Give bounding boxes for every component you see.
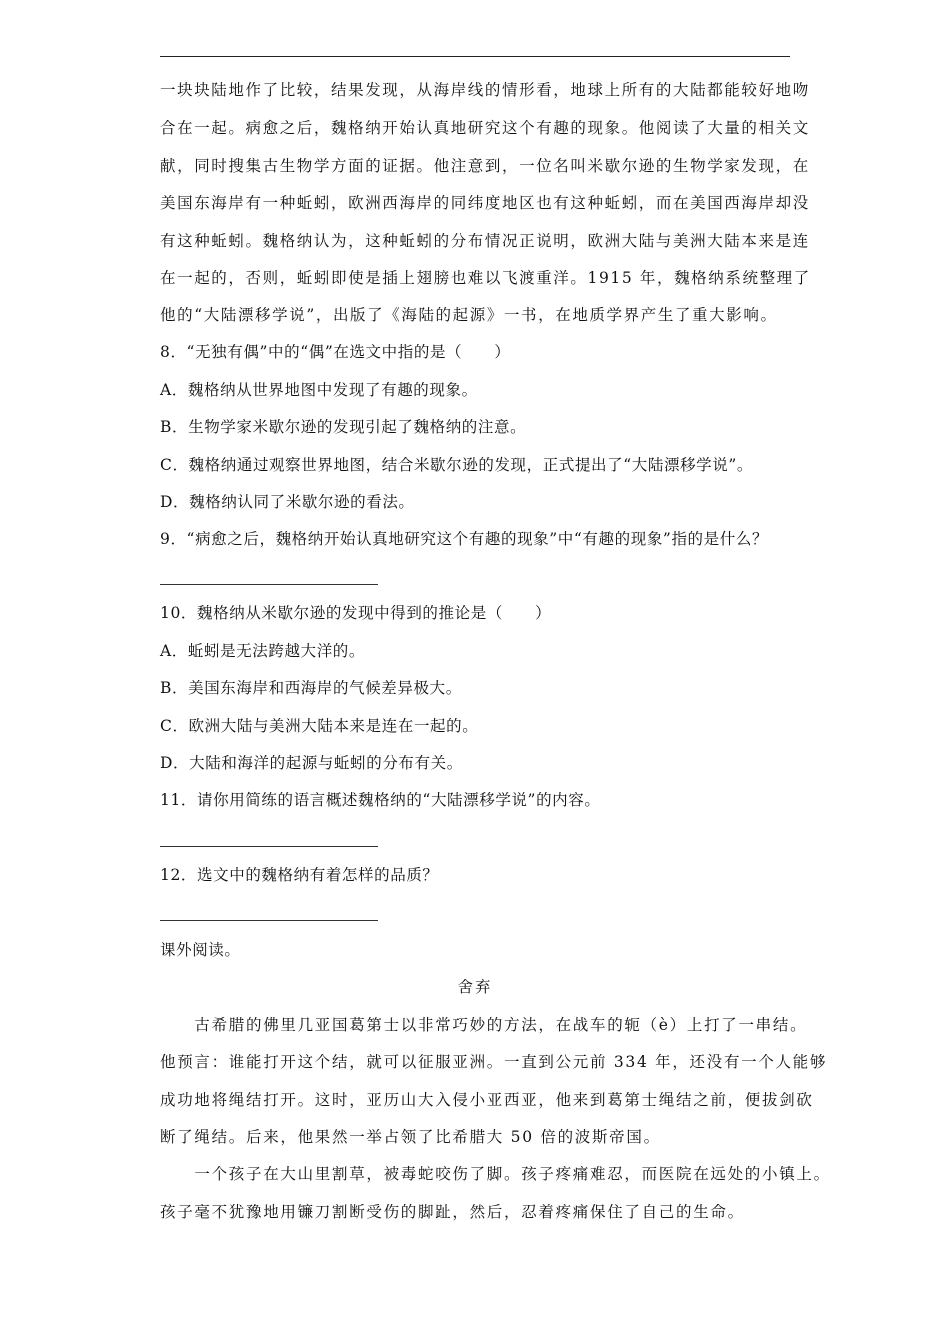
- extra-reading-line: 成功地将绳结打开。这时，亚历山大入侵小亚西亚，他来到葛第士绳结之前，便拔剑砍: [160, 1091, 814, 1109]
- extra-reading-line: 一个孩子在大山里割草，被毒蛇咬伤了脚。孩子疼痛难忍，而医院在远处的小镇上。: [160, 1165, 831, 1183]
- question-12-stem: 12．选文中的魏格纳有着怎样的品质？: [160, 866, 439, 884]
- passage-line: 在一起的，否则，蚯蚓即使是插上翅膀也难以飞渡重洋。1915 年，魏格纳系统整理了: [160, 269, 811, 287]
- question-10-option-c[interactable]: C．欧洲大陆与美洲大陆本来是连在一起的。: [160, 717, 479, 735]
- extra-reading-title: 舍弃: [457, 978, 493, 996]
- extra-reading-line: 古希腊的佛里几亚国葛第士以非常巧妙的方法，在战车的轭（è）上打了一串结。: [160, 1016, 808, 1034]
- passage-line: 一块块陆地作了比较，结果发现，从海岸线的情形看，地球上所有的大陆都能较好地吻: [160, 81, 810, 99]
- question-8-option-c[interactable]: C．魏格纳通过观察世界地图，结合米歇尔逊的发现，正式提出了“大陆漂移学说”。: [160, 456, 754, 474]
- question-8-option-d[interactable]: D．魏格纳认同了米歇尔逊的看法。: [160, 493, 415, 511]
- question-10-stem: 10．魏格纳从米歇尔逊的发现中得到的推论是（ ）: [160, 604, 552, 622]
- extra-reading-heading: 课外阅读。: [160, 941, 241, 959]
- question-11-stem: 11．请你用简练的语言概述魏格纳的“大陆漂移学说”的内容。: [160, 791, 601, 809]
- question-12-answer-line[interactable]: [160, 920, 378, 921]
- question-10-option-b[interactable]: B．美国东海岸和西海岸的气候差异极大。: [160, 679, 462, 697]
- passage-line: 有这种蚯蚓。魏格纳认为，这种蚯蚓的分布情况正说明，欧洲大陆与美洲大陆本来是连: [160, 232, 810, 250]
- question-11-answer-line[interactable]: [160, 846, 378, 847]
- question-10-option-a[interactable]: A．蚯蚓是无法跨越大洋的。: [160, 642, 365, 660]
- question-9-answer-line[interactable]: [160, 584, 378, 585]
- extra-reading-line: 孩子毫不犹豫地用镰刀割断受伤的脚趾，然后，忍着疼痛保住了自己的生命。: [160, 1203, 745, 1221]
- extra-reading-line: 断了绳结。后来，他果然一举占领了比希腊大 50 倍的波斯帝国。: [160, 1128, 661, 1146]
- question-8-option-a[interactable]: A．魏格纳从世界地图中发现了有趣的现象。: [160, 381, 478, 399]
- question-9-stem: 9．“病愈之后，魏格纳开始认真地研究这个有趣的现象”中“有趣的现象”指的是什么？: [160, 530, 769, 548]
- question-10-option-d[interactable]: D．大陆和海洋的起源与蚯蚓的分布有关。: [160, 754, 463, 772]
- passage-line: 他的“大陆漂移学说”，出版了《海陆的起源》一书，在地质学界产生了重大影响。: [160, 306, 778, 324]
- passage-line: 美国东海岸有一种蚯蚓，欧洲西海岸的同纬度地区也有这种蚯蚓，而在美国西海岸却没: [160, 194, 810, 212]
- extra-reading-line: 他预言：谁能打开这个结，就可以征服亚洲。一直到公元前 334 年，还没有一个人能够: [160, 1053, 828, 1071]
- header-rule: [160, 56, 790, 57]
- passage-line: 献，同时搜集古生物学方面的证据。他注意到，一位名叫米歇尔逊的生物学家发现，在: [160, 157, 810, 175]
- passage-line: 合在一起。病愈之后，魏格纳开始认真地研究这个有趣的现象。他阅读了大量的相关文: [160, 119, 810, 137]
- question-8-stem: 8．“无独有偶”中的“偶”在选文中指的是（ ）: [160, 343, 511, 361]
- question-8-option-b[interactable]: B．生物学家米歇尔逊的发现引起了魏格纳的注意。: [160, 418, 527, 436]
